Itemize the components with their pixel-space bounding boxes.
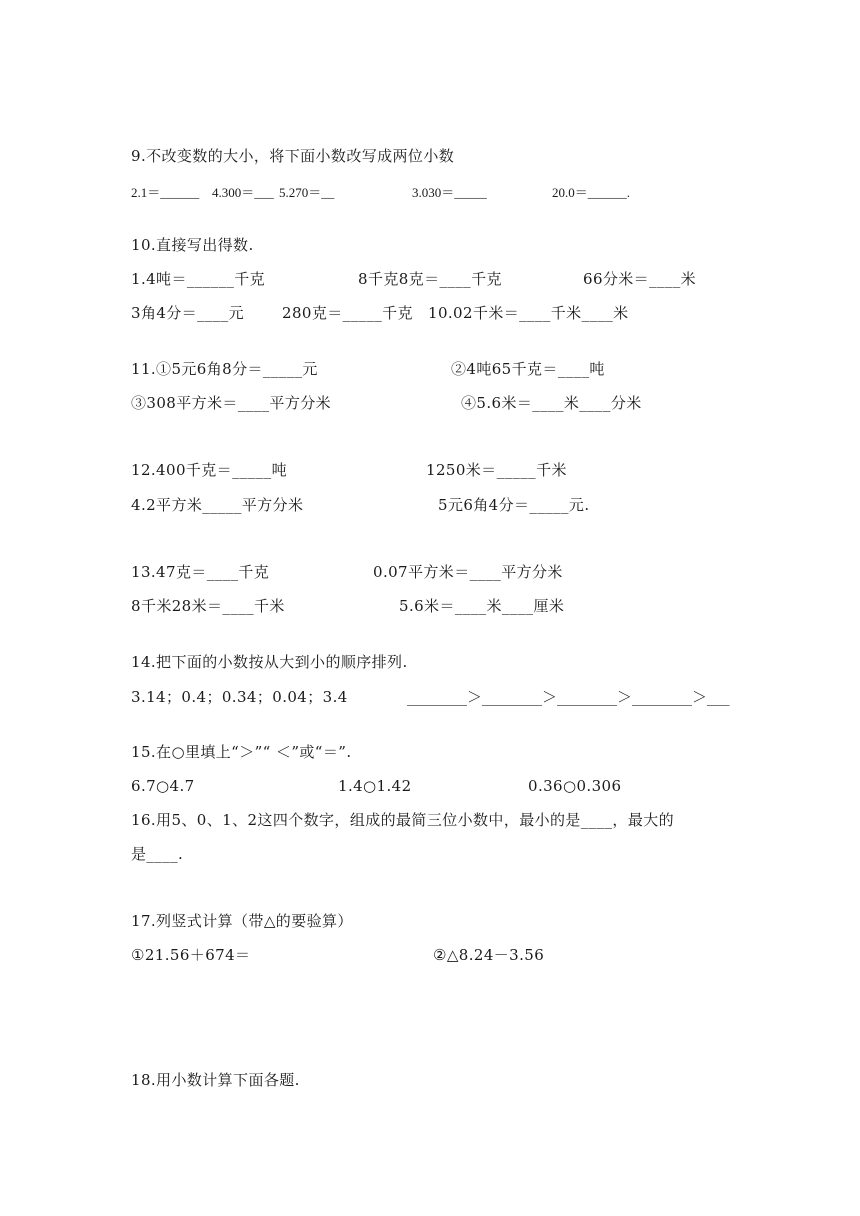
q18-title: 18.用小数计算下面各题. [131, 1071, 300, 1089]
q11-item-2: ②4吨65千克＝____吨 [451, 360, 605, 378]
q16-line-1: 16.用5、0、1、2这四个数字，组成的最简三位小数中，最小的是____，最大的 [131, 811, 675, 829]
q13-item-4: 5.6米＝____米____厘米 [399, 597, 565, 615]
q9-item-5: 20.0＝______. [552, 185, 631, 200]
q11-item-4: ④5.6米＝____米____分米 [461, 394, 642, 412]
q17-item-2: ②△8.24－3.56 [433, 946, 545, 964]
q12-item-4: 5元6角4分＝_____元. [438, 496, 590, 514]
q9-item-1: 2.1＝______ [131, 185, 200, 200]
q10-item-6: 10.02千米＝____千米____米 [428, 304, 629, 322]
q9-title: 9.不改变数的大小，将下面小数改写成两位小数 [131, 147, 455, 165]
q9-item-3: 5.270＝__ [279, 185, 335, 200]
q15-item-1: 6.7○4.7 [131, 777, 195, 795]
q12-item-1: 12.400千克＝_____吨 [131, 461, 287, 479]
q9-item-4: 3.030＝_____ [412, 185, 487, 200]
q12-item-2: 1250米＝_____千米 [426, 461, 567, 479]
q13-item-1: 13.47克＝____千克 [131, 563, 270, 581]
q15-title: 15.在○里填上“＞”“ ＜”或“＝”. [131, 743, 352, 761]
q17-item-1: ①21.56＋674＝ [131, 946, 251, 964]
q9-item-2: 4.300＝___ [212, 185, 274, 200]
q11-item-3: ③308平方米＝____平方分米 [131, 394, 332, 412]
q10-item-4: 3角4分＝____元 [131, 304, 245, 322]
q15-item-2: 1.4○1.42 [338, 777, 412, 795]
q17-title: 17.列竖式计算（带△的要验算） [131, 912, 353, 930]
q10-item-3: 66分米＝____米 [583, 270, 697, 288]
q10-item-2: 8千克8克＝____千克 [358, 270, 502, 288]
q10-title: 10.直接写出得数. [131, 236, 254, 254]
q13-item-2: 0.07平方米＝____平方分米 [373, 563, 563, 581]
q14-title: 14.把下面的小数按从大到小的顺序排列. [131, 653, 408, 671]
q10-item-1: 1.4吨＝______千克 [131, 270, 266, 288]
q11-item-1: 11.①5元6角8分＝_____元 [131, 360, 318, 378]
q14-numbers: 3.14；0.4；0.34；0.04；3.4 [131, 688, 348, 706]
q10-item-5: 280克＝_____千克 [282, 304, 413, 322]
q12-item-3: 4.2平方米_____平方分米 [131, 496, 304, 514]
q16-line-2: 是____. [131, 845, 184, 863]
q15-item-3: 0.36○0.306 [528, 777, 622, 795]
q13-item-3: 8千米28米＝____千米 [131, 597, 285, 615]
q14-blanks: ________＞________＞________＞________＞___ [407, 688, 730, 706]
